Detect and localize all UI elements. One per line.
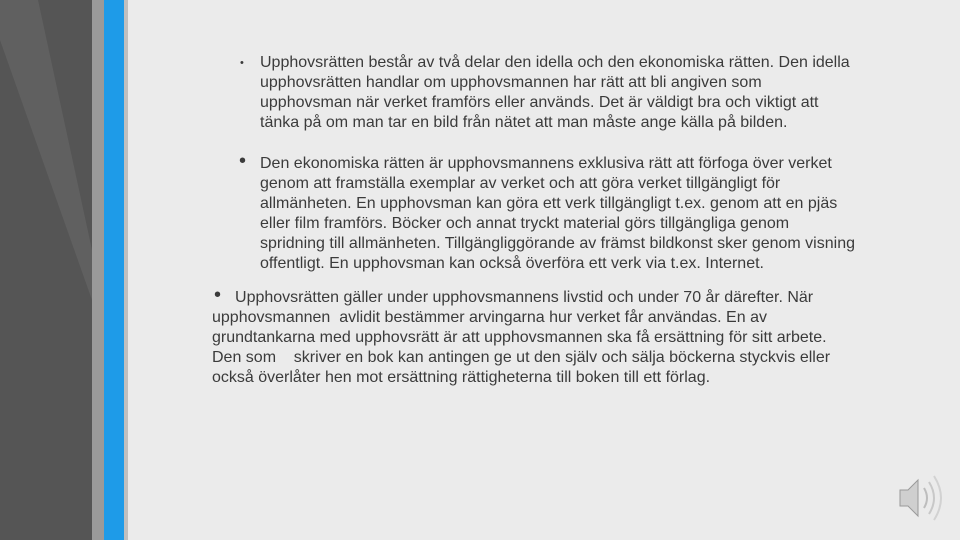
bullet-marker: • — [214, 284, 222, 306]
stripe-blue — [104, 0, 124, 540]
text-content — [212, 53, 856, 388]
bullet-3-text: Upphovsrätten gäller under upphovsmannens livstid och under 70 år därefter. När upphovsmannen avlidit bestämmer arvingarna hur verket får användas. En av grundtankarna med upphovsrätt är att upphovsmannen ska få ersättning för sitt arbete. Den som skriver en bok kan antingen ge ut den själv och sälja böckerna styckvis eller också överlåter hen mot ersättning rättigheterna till boken till ett förlag. — [212, 289, 835, 386]
bullet-2 — [236, 150, 856, 274]
bullet-marker: • — [239, 150, 247, 172]
bullet-1 — [236, 53, 856, 133]
bullet-1-text: Upphovsrätten består av två delar den idella och den ekonomiska rätten. Den idella upphovsrätten handlar om upphovsmannen har rätt att bli angiven som upphovsman när verket framförs eller används. Det är väldigt bra och viktigt att tänka på om man tar en bild från nätet att man måste ange källa på bilden. — [260, 54, 850, 131]
stripe-light — [124, 0, 128, 540]
bullet-2-text: Den ekonomiska rätten är upphovsmannens exklusiva rätt att förfoga över verket genom att framställa exemplar av verket och att göra verket tillgängligt för allmänheten. En upphovsman kan göra ett verk tillgängligt t.ex. genom att en pjäs eller film framförs. Böcker och annat tryckt material görs tillgängliga genom spridning till allmänheten. Tillgängliggörande av främst bildkonst sker genom visning offentligt. En upphovsman kan också överföra ett verk via t.ex. Internet. — [260, 155, 855, 272]
bullet-3 — [212, 285, 856, 388]
bullet-marker: • — [240, 57, 244, 69]
decorative-stripes — [0, 0, 140, 540]
speaker-icon[interactable] — [896, 470, 948, 526]
stripe-gray — [92, 0, 104, 540]
